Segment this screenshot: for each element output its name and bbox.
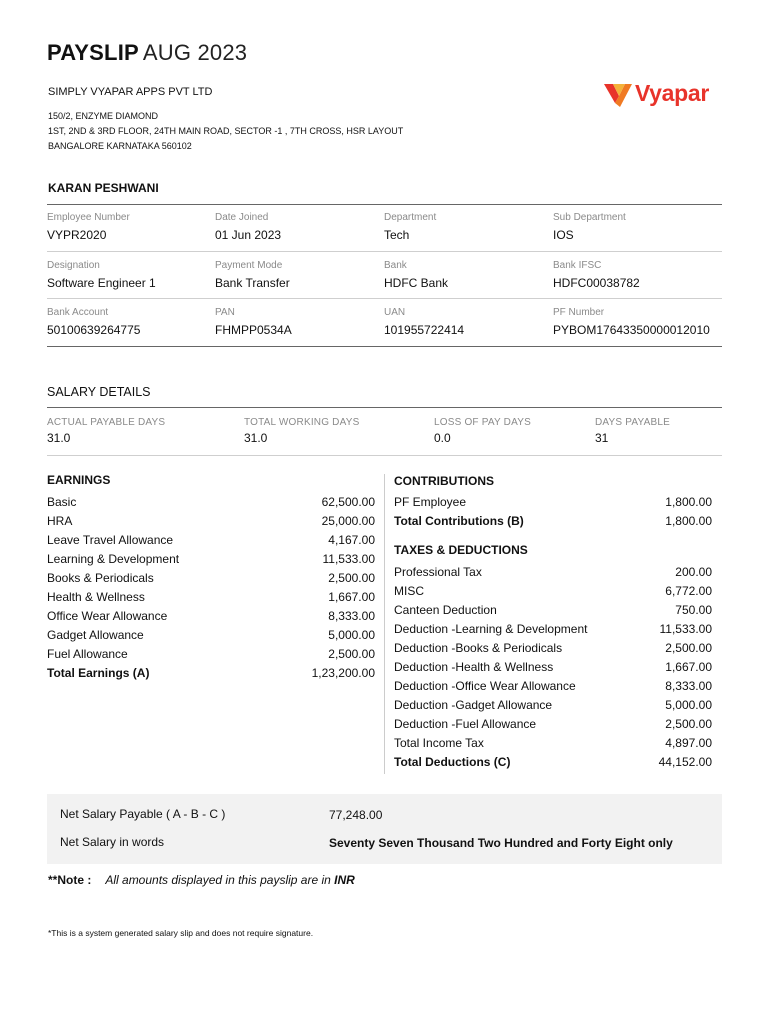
days-value: 0.0 — [434, 431, 451, 445]
earning-amount: 2,500.00 — [328, 571, 375, 585]
deduction-label: Canteen Deduction — [394, 603, 497, 617]
note-text: All amounts displayed in this payslip are in — [105, 873, 335, 887]
deduction-row-income-tax — [394, 734, 712, 753]
deduction-row-books — [394, 639, 712, 658]
days-label: ACTUAL PAYABLE DAYS — [47, 417, 166, 428]
earning-row-basic — [47, 493, 375, 512]
earning-amount: 2,500.00 — [328, 647, 375, 661]
deduction-amount: 8,333.00 — [665, 679, 712, 693]
field-label: Designation — [47, 260, 100, 271]
deduction-row-gadget — [394, 696, 712, 715]
field-sub-department — [553, 212, 722, 242]
earning-row-office-wear — [47, 607, 375, 626]
contribution-label: PF Employee — [394, 495, 467, 509]
earning-label: HRA — [47, 514, 73, 528]
employee-info-row-3 — [47, 307, 722, 337]
deduction-amount: 5,000.00 — [665, 698, 712, 712]
field-value: FHMPP0534A — [215, 323, 292, 337]
days-loss-of-pay — [434, 417, 531, 445]
contributions-total-amount: 1,800.00 — [665, 514, 712, 528]
deduction-row-office-wear — [394, 677, 712, 696]
contribution-row-pf — [394, 493, 712, 512]
earning-label: Fuel Allowance — [47, 647, 128, 661]
deduction-row-misc — [394, 582, 712, 601]
deduction-label: Professional Tax — [394, 565, 482, 579]
deduction-row-canteen — [394, 601, 712, 620]
employee-name: KARAN PESHWANI — [48, 181, 159, 195]
earning-row-gadget — [47, 626, 375, 645]
deduction-row-professional-tax — [394, 563, 712, 582]
deduction-label: Deduction -Gadget Allowance — [394, 698, 553, 712]
field-value: HDFC00038782 — [553, 276, 640, 290]
field-label: Bank — [384, 260, 407, 271]
earning-label: Gadget Allowance — [47, 628, 144, 642]
deduction-row-learning — [394, 620, 712, 639]
contributions-total-label: Total Contributions (B) — [394, 514, 524, 528]
column-divider — [384, 474, 385, 774]
divider-top — [47, 204, 722, 205]
deduction-label: Deduction -Fuel Allowance — [394, 717, 537, 731]
footer-disclaimer: *This is a system generated salary slip and does not require signature. — [48, 928, 314, 938]
deduction-row-fuel — [394, 715, 712, 734]
field-label: Bank Account — [47, 307, 109, 318]
days-actual-payable — [47, 417, 165, 445]
days-label: LOSS OF PAY DAYS — [434, 417, 531, 428]
earnings-total-label: Total Earnings (A) — [47, 666, 150, 680]
field-label: Employee Number — [47, 212, 130, 223]
earnings-total-row — [47, 664, 375, 683]
field-pan — [215, 307, 384, 337]
days-value: 31.0 — [47, 431, 71, 445]
field-label: Date Joined — [215, 212, 269, 223]
note-currency: INR — [334, 873, 355, 887]
net-words-label: Net Salary in words — [60, 835, 165, 849]
earning-label: Books & Periodicals — [47, 571, 154, 585]
field-bank-account — [47, 307, 215, 337]
field-pf-number — [553, 307, 722, 337]
deduction-label: Deduction -Health & Wellness — [394, 660, 554, 674]
days-label: DAYS PAYABLE — [595, 417, 671, 428]
field-label: PF Number — [553, 307, 605, 318]
field-label: Bank IFSC — [553, 260, 602, 271]
field-value: Tech — [384, 228, 410, 242]
deductions-total-amount: 44,152.00 — [658, 755, 712, 769]
vyapar-logo-icon — [604, 81, 632, 107]
field-label: Sub Department — [553, 212, 626, 223]
field-label: Department — [384, 212, 437, 223]
earning-row-learning — [47, 550, 375, 569]
employee-info-row-1 — [47, 212, 722, 242]
field-payment-mode — [215, 260, 384, 290]
deduction-amount: 750.00 — [675, 603, 712, 617]
days-value: 31 — [595, 431, 609, 445]
contributions-deductions-section — [394, 474, 712, 772]
deduction-amount: 2,500.00 — [665, 641, 712, 655]
earning-amount: 1,667.00 — [328, 590, 375, 604]
deduction-amount: 1,667.00 — [665, 660, 712, 674]
field-value: HDFC Bank — [384, 276, 449, 290]
deductions-total-label: Total Deductions (C) — [394, 755, 511, 769]
company-name: SIMPLY VYAPAR APPS PVT LTD — [48, 86, 213, 98]
field-value: VYPR2020 — [47, 228, 107, 242]
field-value: 01 Jun 2023 — [215, 228, 282, 242]
field-uan — [384, 307, 553, 337]
earning-amount: 25,000.00 — [321, 514, 375, 528]
deduction-label: Deduction -Books & Periodicals — [394, 641, 563, 655]
field-value: Bank Transfer — [215, 276, 290, 290]
field-date-joined — [215, 212, 384, 242]
deduction-label: Total Income Tax — [394, 736, 484, 750]
earning-label: Office Wear Allowance — [47, 609, 168, 623]
field-label: Payment Mode — [215, 260, 283, 271]
field-value: 50100639264775 — [47, 323, 141, 337]
address-line-2: 1ST, 2ND & 3RD FLOOR, 24TH MAIN ROAD, SECTOR -1 , 7TH CROSS, HSR LAYOUT — [48, 126, 404, 136]
field-label: UAN — [384, 307, 406, 318]
address-line-3: BANGALORE KARNATAKA 560102 — [48, 141, 192, 151]
earning-amount: 4,167.00 — [328, 533, 375, 547]
earnings-total-amount: 1,23,200.00 — [311, 666, 375, 680]
net-words-value: Seventy Seven Thousand Two Hundred and Forty Eight only — [329, 836, 673, 850]
title-period: AUG 2023 — [142, 40, 248, 65]
contributions-heading: CONTRIBUTIONS — [394, 474, 494, 488]
earning-label: Learning & Development — [47, 552, 180, 566]
contribution-amount: 1,800.00 — [665, 495, 712, 509]
vyapar-logo — [604, 80, 709, 107]
address-line-1: 150/2, ENZYME DIAMOND — [48, 111, 159, 121]
field-bank — [384, 260, 553, 290]
field-label: PAN — [215, 307, 235, 318]
deduction-row-health — [394, 658, 712, 677]
field-value: Software Engineer 1 — [47, 276, 156, 290]
deduction-label: MISC — [394, 584, 424, 598]
earning-label: Health & Wellness — [47, 590, 145, 604]
field-designation — [47, 260, 215, 290]
earning-row-hra — [47, 512, 375, 531]
earning-label: Leave Travel Allowance — [47, 533, 174, 547]
earning-row-fuel — [47, 645, 375, 664]
deduction-amount: 6,772.00 — [665, 584, 712, 598]
logo-wordmark: Vyapar — [635, 80, 710, 106]
payslip-title — [47, 40, 247, 66]
contributions-list — [394, 493, 712, 531]
divider-row-2 — [47, 298, 722, 299]
field-value: IOS — [553, 228, 574, 242]
net-salary-box — [47, 794, 722, 864]
days-label: TOTAL WORKING DAYS — [244, 417, 360, 428]
deduction-amount: 200.00 — [675, 565, 712, 579]
field-value: PYBOM17643350000012010 — [553, 323, 710, 337]
employee-info-row-2 — [47, 260, 722, 290]
net-payable-amount: 77,248.00 — [329, 808, 383, 822]
earning-row-health — [47, 588, 375, 607]
field-employee-number — [47, 212, 215, 242]
earning-label: Basic — [47, 495, 77, 509]
deduction-amount: 2,500.00 — [665, 717, 712, 731]
earnings-section — [47, 473, 375, 683]
deductions-list — [394, 563, 712, 772]
deduction-label: Deduction -Office Wear Allowance — [394, 679, 576, 693]
days-value: 31.0 — [244, 431, 268, 445]
earnings-heading: EARNINGS — [47, 473, 111, 487]
divider-days — [47, 455, 722, 456]
deduction-amount: 11,533.00 — [659, 622, 712, 636]
days-payable — [595, 417, 670, 445]
earning-amount: 62,500.00 — [321, 495, 375, 509]
field-bank-ifsc — [553, 260, 722, 290]
earning-amount: 5,000.00 — [328, 628, 375, 642]
earning-amount: 11,533.00 — [322, 552, 375, 566]
title-label: PAYSLIP — [47, 40, 139, 65]
deduction-label: Deduction -Learning & Development — [394, 622, 588, 636]
note-prefix: **Note : — [48, 873, 92, 887]
earning-row-books — [47, 569, 375, 588]
earning-amount: 8,333.00 — [328, 609, 375, 623]
days-total-working — [244, 417, 359, 445]
divider-row-1 — [47, 251, 722, 252]
salary-details-title: SALARY DETAILS — [47, 385, 151, 399]
deductions-heading: TAXES & DEDUCTIONS — [394, 543, 528, 557]
net-payable-label: Net Salary Payable ( A - B - C ) — [60, 807, 226, 821]
deduction-amount: 4,897.00 — [665, 736, 712, 750]
field-value: 101955722414 — [384, 323, 465, 337]
divider-salary — [47, 407, 722, 408]
earnings-list — [47, 493, 375, 683]
currency-note — [48, 873, 355, 887]
deductions-total-row — [394, 753, 712, 772]
field-department — [384, 212, 553, 242]
divider-employee-bottom — [47, 346, 722, 347]
contributions-total-row — [394, 512, 712, 531]
earning-row-lta — [47, 531, 375, 550]
